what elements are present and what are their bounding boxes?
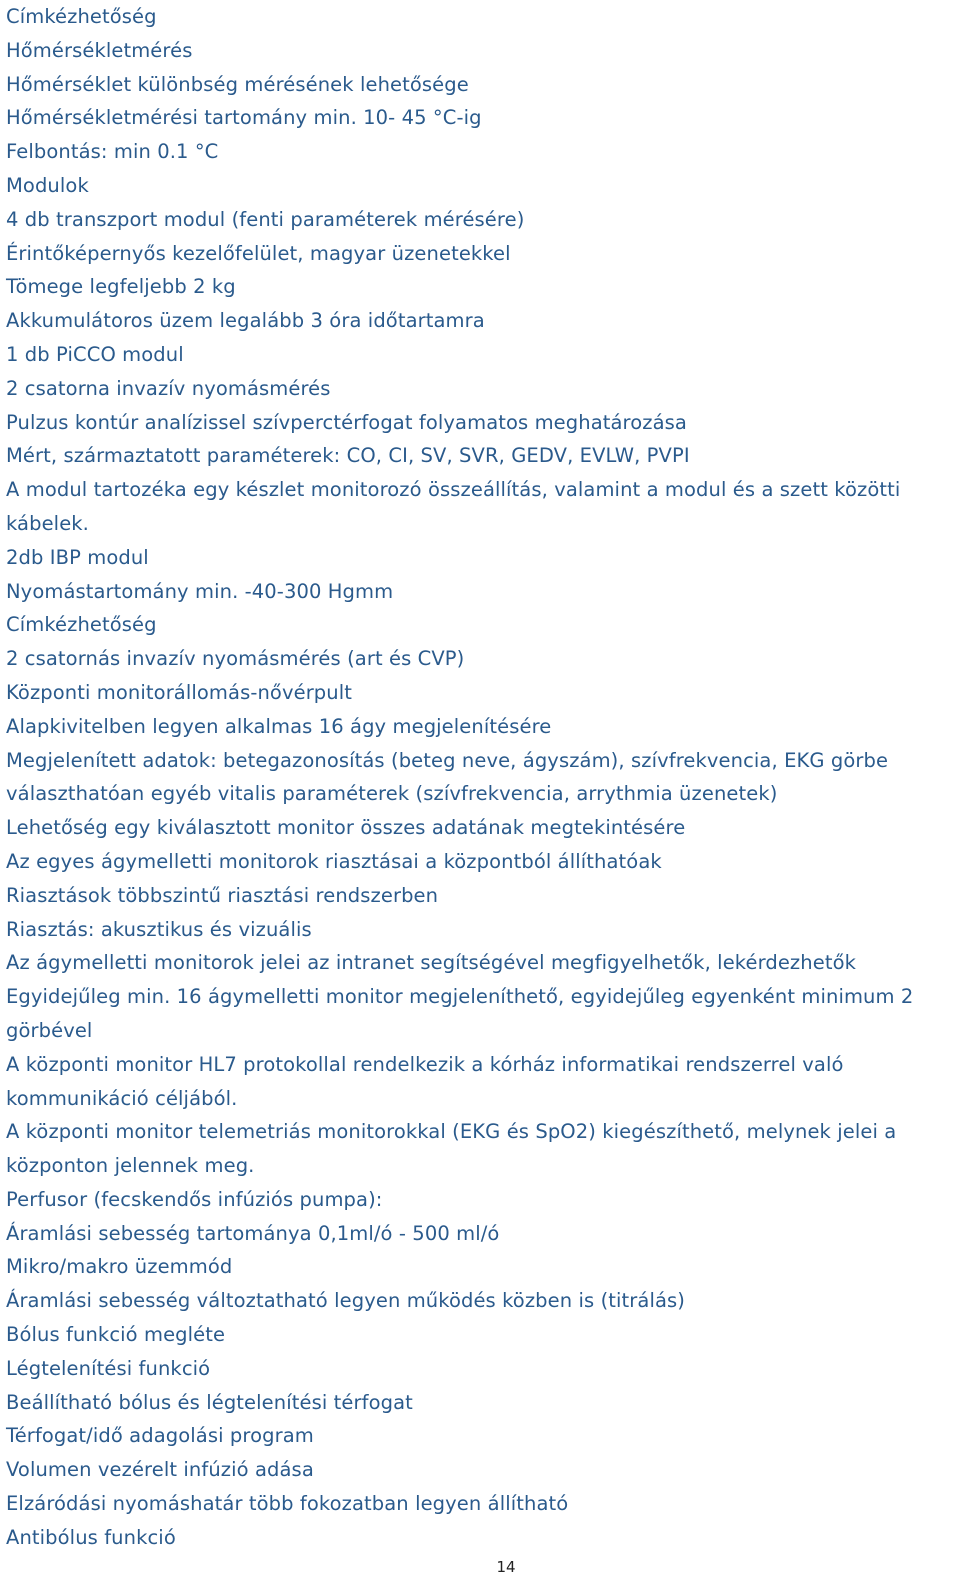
text-line: Alapkivitelben legyen alkalmas 16 ágy megjelenítésére [6, 714, 552, 738]
text-line: Egyidejűleg min. 16 ágymelletti monitor megjeleníthető, egyidejűleg egyenként minimum 2 [6, 985, 914, 1009]
text-line: Mikro/makro üzemmód [6, 1255, 233, 1279]
text-line: Mért, származtatott paraméterek: CO, CI, SV, SVR, GEDV, EVLW, PVPI [6, 444, 690, 468]
text-line: Áramlási sebesség tartománya 0,1ml/ó - 500 ml/ó [6, 1221, 500, 1245]
text-line: választhatóan egyéb vitalis paraméterek (szívfrekvencia, arrythmia üzenetek) [6, 782, 778, 806]
text-line: kábelek. [6, 511, 89, 535]
text-line: Hőmérséklet különbség mérésének lehetősége [6, 72, 469, 96]
text-line: A központi monitor telemetriás monitorokkal (EKG és SpO2) kiegészíthető, melynek jelei a [6, 1120, 897, 1144]
text-line: központon jelennek meg. [6, 1154, 255, 1178]
text-line: Térfogat/idő adagolási program [6, 1424, 314, 1448]
text-line: 2 csatornás invazív nyomásmérés (art és CVP) [6, 647, 465, 671]
text-line: Címkézhetőség [6, 5, 157, 28]
text-line: Riasztás: akusztikus és vizuális [6, 917, 312, 941]
text-line: Áramlási sebesség változtatható legyen működés közben is (titrálás) [6, 1289, 686, 1313]
document-body [6, 0, 954, 1555]
text-line: Az egyes ágymelletti monitorok riasztásai a központból állíthatóak [6, 849, 662, 873]
text-line: Nyomástartomány min. -40-300 Hgmm [6, 579, 394, 603]
text-line: 1 db PiCCO modul [6, 342, 184, 366]
text-line: 2 csatorna invazív nyomásmérés [6, 376, 331, 400]
text-line: görbével [6, 1018, 93, 1042]
text-line: Hőmérsékletmérés [6, 38, 193, 62]
text-line: Perfusor (fecskendős infúziós pumpa): [6, 1187, 383, 1211]
text-line: Tömege legfeljebb 2 kg [6, 275, 236, 299]
text-line: Riasztások többszintű riasztási rendszerben [6, 883, 439, 907]
text-line: Elzáródási nyomáshatár több fokozatban legyen állítható [6, 1492, 569, 1516]
text-line: Lehetőség egy kiválasztott monitor összes adatának megtekintésére [6, 816, 686, 840]
text-line: Légtelenítési funkció [6, 1356, 211, 1380]
text-line: Az ágymelletti monitorok jelei az intranet segítségével megfigyelhetők, lekérdezhetők [6, 951, 856, 975]
text-line: 4 db transzport modul (fenti paraméterek mérésére) [6, 207, 525, 231]
text-line: Központi monitorállomás-nővérpult [6, 680, 353, 704]
text-line: Címkézhetőség [6, 613, 157, 637]
text-line: A központi monitor HL7 protokollal rendelkezik a kórház informatikai rendszerrel való [6, 1052, 844, 1076]
text-line: Hőmérsékletmérési tartomány min. 10- 45 °C-ig [6, 106, 482, 130]
text-line: Megjelenített adatok: betegazonosítás (beteg neve, ágyszám), szívfrekvencia, EKG görbe [6, 748, 889, 772]
page-number: 14 [496, 1558, 516, 1576]
text-line: kommunikáció céljából. [6, 1086, 238, 1110]
text-line: Antibólus funkció [6, 1525, 176, 1549]
text-line: Bólus funkció megléte [6, 1323, 226, 1347]
text-line: A modul tartozéka egy készlet monitorozó összeállítás, valamint a modul és a szett közötti [6, 478, 901, 502]
text-line: Volumen vezérelt infúzió adása [6, 1458, 314, 1482]
text-line: Érintőképernyős kezelőfelület, magyar üzenetekkel [6, 241, 511, 265]
text-line: Modulok [6, 173, 89, 197]
text-line: Felbontás: min 0.1 °C [6, 140, 219, 164]
text-line: Beállítható bólus és légtelenítési térfogat [6, 1390, 413, 1414]
text-line: Akkumulátoros üzem legalább 3 óra időtartamra [6, 309, 485, 333]
text-line: 2db IBP modul [6, 545, 149, 569]
text-line: Pulzus kontúr analízissel szívperctérfogat folyamatos meghatározása [6, 410, 687, 434]
